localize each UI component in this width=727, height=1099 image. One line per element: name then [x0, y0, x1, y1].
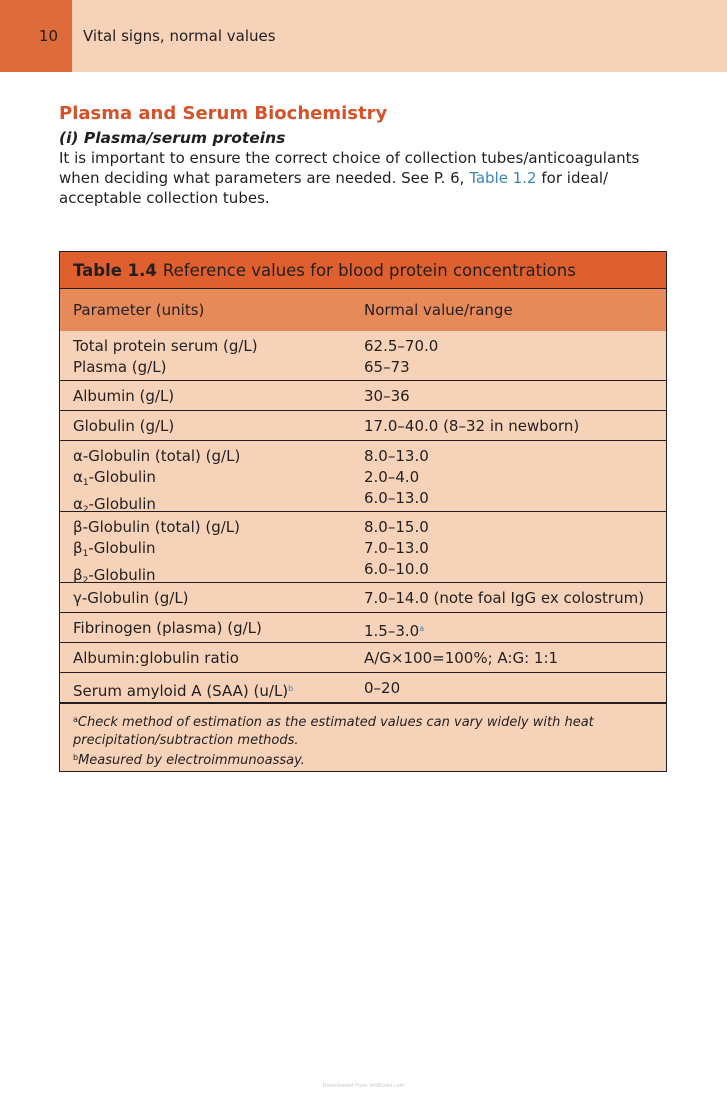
value-text [364, 488, 666, 509]
parameter-label [73, 588, 364, 609]
parameter-cell [60, 441, 364, 515]
parameter-name: Albumin (g/L) [73, 387, 175, 405]
value-cell [364, 331, 666, 380]
parameter-label [73, 357, 364, 378]
parameter-name: -Globulin [88, 539, 156, 557]
value: 65–73 [364, 358, 410, 376]
value-text [364, 538, 666, 559]
table-label: Table 1.4 [73, 261, 157, 280]
value: 6.0–10.0 [364, 560, 429, 578]
subscript: 1 [82, 549, 89, 559]
value-text [364, 336, 666, 357]
parameter-name: Serum amyloid A (SAA) (u/L) [73, 682, 289, 700]
page-number: 10 [38, 27, 58, 45]
value-text [364, 559, 666, 580]
reference-values-table [59, 251, 667, 772]
greek-letter: α [73, 468, 83, 486]
value: 2.0–4.0 [364, 468, 420, 486]
parameter-label [73, 517, 364, 538]
parameter-cell [60, 381, 364, 410]
running-header [0, 0, 727, 72]
footnote-link[interactable]: a [419, 624, 425, 633]
value-text [364, 357, 666, 378]
parameter-cell [60, 613, 364, 642]
subsection-title: (i) Plasma/serum proteins [59, 129, 286, 147]
table-row [60, 331, 666, 381]
intro-text-start: It is important to ensure the correct choice of collection tubes/anticoagulants when deciding what parameters are needed. See P. 6, [59, 149, 640, 187]
parameter-cell [60, 331, 364, 380]
parameter-name: -Globulin [88, 468, 156, 486]
footnote-b [73, 749, 653, 770]
greek-letter: β [73, 539, 83, 557]
parameter-name: γ-Globulin (g/L) [73, 589, 189, 607]
value: 6.0–13.0 [364, 489, 429, 507]
value-cell [364, 643, 666, 672]
table-row [60, 583, 666, 613]
parameter-label [73, 678, 364, 702]
parameter-cell [60, 673, 364, 702]
value: A/G×100=100%; A:G: 1:1 [364, 649, 559, 667]
table-caption-text: Reference values for blood protein concentrations [162, 261, 576, 280]
parameter-cell [60, 512, 364, 586]
subscript: 2 [82, 505, 89, 515]
parameter-name: -Globulin [88, 566, 156, 584]
table-row [60, 381, 666, 411]
table-row [60, 441, 666, 515]
value: 62.5–70.0 [364, 337, 439, 355]
value: 0–20 [364, 679, 401, 697]
footnote-a [73, 711, 653, 749]
value-cell [364, 411, 666, 440]
table-header-row [60, 289, 666, 331]
table-caption [60, 252, 666, 289]
parameter-label [73, 538, 364, 565]
parameter-cell [60, 643, 364, 672]
value-cell [364, 512, 666, 582]
parameter-cell [60, 411, 364, 440]
table-row [60, 613, 666, 643]
parameter-label [73, 446, 364, 467]
footnote-marker: a [73, 715, 78, 724]
value-text [364, 386, 666, 407]
value-text [364, 618, 666, 642]
parameter-name: Globulin (g/L) [73, 417, 175, 435]
value-text [364, 648, 666, 669]
table-1-2-link[interactable]: Table 1.2 [469, 169, 537, 187]
value-cell [364, 441, 666, 511]
subscript: 1 [82, 478, 89, 488]
value: 7.0–14.0 (note foal IgG ex colostrum) [364, 589, 645, 607]
intro-paragraph [59, 148, 659, 208]
watermark: Downloaded From VetBooks.com [322, 1083, 405, 1089]
table-row [60, 411, 666, 441]
value: 17.0–40.0 (8–32 in newborn) [364, 417, 580, 435]
parameter-label [73, 336, 364, 357]
section-title: Plasma and Serum Biochemistry [59, 103, 388, 124]
value-text [364, 446, 666, 467]
running-title: Vital signs, normal values [83, 27, 276, 45]
value-cell [364, 381, 666, 410]
value-text [364, 416, 666, 437]
value: 8.0–15.0 [364, 518, 429, 536]
parameter-label [73, 416, 364, 437]
parameter-label [73, 648, 364, 669]
parameter-label [73, 467, 364, 494]
value-text [364, 588, 666, 609]
footnote-text: Measured by electroimmunoassay. [78, 753, 305, 768]
value: 1.5–3.0 [364, 622, 420, 640]
footnote-text: Check method of estimation as the estimated values can vary widely with heat precipitation/subtraction methods. [73, 715, 594, 748]
value: 30–36 [364, 387, 410, 405]
parameter-label [73, 386, 364, 407]
value: 7.0–13.0 [364, 539, 429, 557]
parameter-cell [60, 583, 364, 612]
col-header-parameter: Parameter (units) [73, 301, 205, 319]
table-row [60, 643, 666, 673]
parameter-label [73, 618, 364, 639]
greek-letter: β [73, 566, 83, 584]
table-footnotes [60, 703, 666, 770]
intro-text-end: for ideal/ acceptable collection tubes. [59, 169, 609, 207]
table-body [60, 331, 666, 703]
value-cell [364, 583, 666, 612]
value-text [364, 467, 666, 488]
value-cell [364, 673, 666, 702]
parameter-name: -Globulin [88, 495, 156, 513]
parameter-name: Total protein serum (g/L) [73, 337, 258, 355]
page-number-tab [0, 0, 72, 72]
parameter-name: α-Globulin (total) (g/L) [73, 447, 241, 465]
footnote-marker: b [73, 753, 79, 762]
parameter-name: β-Globulin (total) (g/L) [73, 518, 240, 536]
subscript: 2 [82, 576, 89, 586]
parameter-name: Fibrinogen (plasma) (g/L) [73, 619, 262, 637]
parameter-name: Plasma (g/L) [73, 358, 167, 376]
footnote-link[interactable]: b [288, 684, 294, 693]
value-text [364, 678, 666, 699]
greek-letter: α [73, 495, 83, 513]
col-header-value: Normal value/range [364, 301, 513, 319]
parameter-name: Albumin:globulin ratio [73, 649, 239, 667]
value-text [364, 517, 666, 538]
value-cell [364, 613, 666, 642]
table-row [60, 673, 666, 703]
value: 8.0–13.0 [364, 447, 429, 465]
table-row [60, 512, 666, 586]
